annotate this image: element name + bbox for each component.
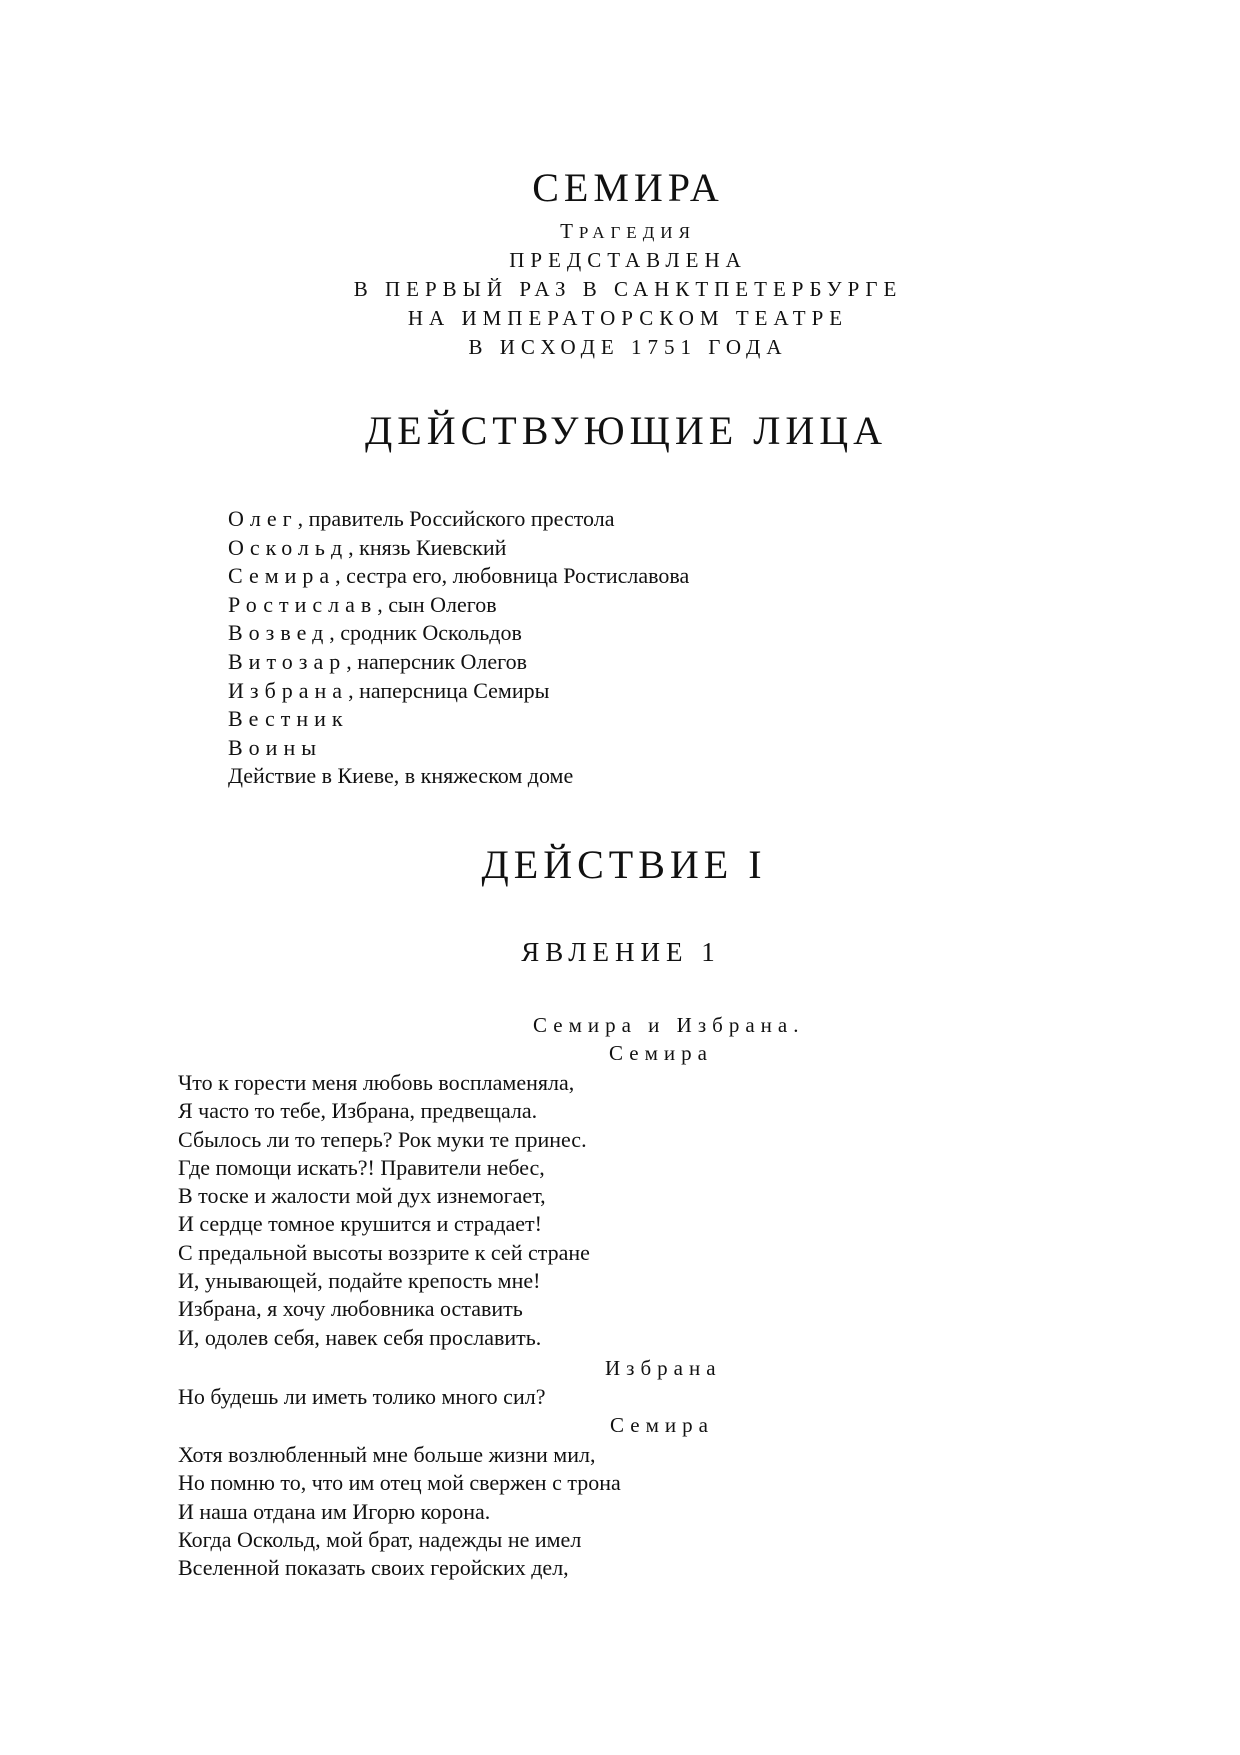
cast-item [228,705,689,734]
scene-heading: ЯВЛЕНИЕ 1 [521,937,721,967]
speaker-label: Семира [610,1413,714,1437]
verse-line: Где помощи искать?! Правители небес, [178,1154,545,1180]
cast-name: Ростислав [228,591,378,617]
cast-desc: , сродник Оскольдов [329,620,522,646]
cast-item [228,505,689,534]
cast-list [228,505,689,791]
cast-name: Оскольд [228,534,349,560]
speaker-label: Семира [609,1041,713,1065]
cast-name: Семира [228,563,336,589]
speech-block [178,1383,545,1411]
verse-line: Хотя возлюбленный мне больше жизни мил, [178,1442,596,1467]
cast-desc: , князь Киевский [348,534,507,560]
verse-line: С предальной высоты воззрите к сей стране [178,1239,590,1265]
cast-heading: ДЕЙСТВУЮЩИЕ ЛИЦА [364,408,888,453]
verse-line: И наша отдана им Игорю корона. [178,1498,491,1524]
speech-block [178,1069,590,1352]
speech-block [178,1441,621,1582]
verse-line: Но помню то, что им отец мой свержен с трона [178,1470,621,1496]
verse-line: Я часто то тебе, Избрана, предвещала. [178,1098,538,1124]
verse-line: Сбылось ли то теперь? Рок муки те принес. [178,1126,587,1152]
cast-name: Возвед [228,620,330,646]
cast-item [228,534,689,563]
verse-line: Вселенной показать своих геройских дел, [178,1555,569,1581]
verse-line: И сердце томное крушится и страдает! [178,1211,542,1237]
play-title: СЕМИРА [532,165,724,210]
cast-name: Олег [228,506,298,531]
cast-item [228,734,689,763]
cast-item [228,591,689,620]
cast-desc: , наперсница Семиры [348,677,550,703]
subtitle-line-2: ПРЕДСТАВЛЕНА [509,248,747,272]
verse-line: Но будешь ли иметь толико много сил? [178,1384,546,1409]
subtitle-line-3: В ПЕРВЫЙ РАЗ В САНКТПЕТЕРБУРГЕ [353,277,903,301]
cast-desc: , правитель Российского престола [297,506,615,531]
verse-line: Когда Оскольд, мой брат, надежды не имел [178,1526,582,1552]
cast-item [228,619,689,648]
genre-rest: РАГЕДИЯ [578,223,696,242]
act-heading: ДЕЙСТВИЕ I [481,842,767,887]
cast-name: Витозар [228,648,347,674]
verse-line: Избрана, я хочу любовника оставить [178,1296,523,1322]
cast-name: Вестник [228,706,349,732]
scene-persons: Семира и Избрана. [533,1013,805,1037]
cast-desc: , наперсник Олегов [346,648,528,674]
verse-line: В тоске и жалости мой дух изнемогает, [178,1183,546,1209]
cast-name: Воины [228,734,323,760]
cast-desc: , сестра его, любовница Ростиславова [335,563,690,589]
setting-note: Действие в Киеве, в княжеском доме [228,763,574,789]
verse-line: Что к горести меня любовь воспламеняла, [178,1070,575,1095]
subtitle-line-5: В ИСХОДЕ 1751 ГОДА [468,335,788,359]
genre-line [8,217,1240,247]
cast-item [228,562,689,591]
verse-line: И, одолев себя, навек себя прославить. [178,1324,542,1350]
speaker-label: Избрана [605,1356,722,1380]
cast-desc: , сын Олегов [377,591,497,617]
verse-line: И, унывающей, подайте крепость мне! [178,1268,541,1294]
cast-item [228,648,689,677]
genre-initial: Т [560,219,579,243]
subtitle-line-4: НА ИМПЕРАТОРСКОМ ТЕАТРЕ [407,306,849,330]
cast-item [228,677,689,706]
cast-name: Избрана [228,677,349,703]
